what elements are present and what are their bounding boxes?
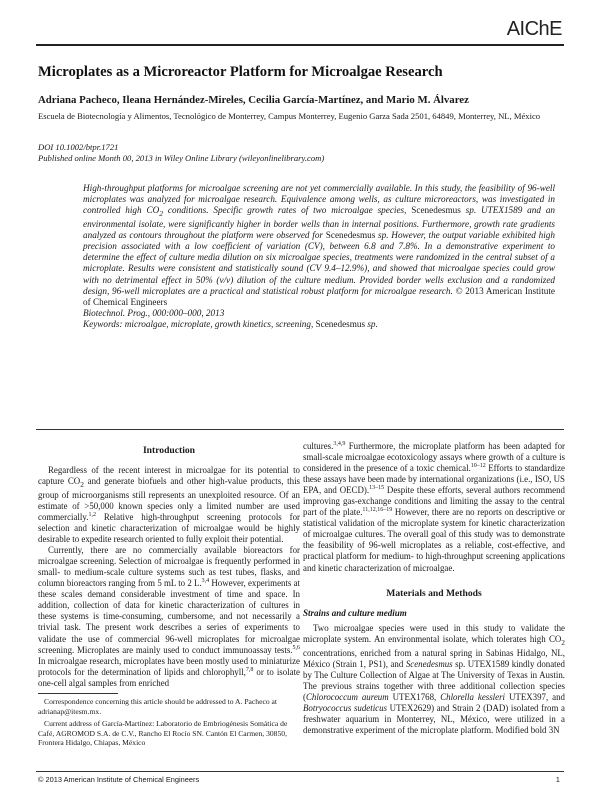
right-column xyxy=(303,441,565,736)
address-footnote: Current address of García-Martínez: Laboratorio de Embriogénesis Somática de Café, AGROMOD S.A. de C.V., Rancho El Rocío SN. Cantón El Carmen, 30850, Frontera Hidalgo, Chiapas, México xyxy=(38,719,288,748)
methods-paragraph-1: Two microalgae species were used in this study to validate the microplate system. An environmental isolate, which tolerates high $CO_2$ concentrations, enriched from a natural spring in Sabinas Hidalgo, NL, México (Strain 1, PS1), and Scenedesmus sp. UTEX1589 kindly donated by The Culture Collection of Algae at The University of Texas in Austin. The previous strains together with three additional collection species (Chlorococcum aureum UTEX1768, Chlorella kessleri UTEX397, and Botryococcus sudeticus UTEX2629) and Strain 2 (DAD) isolated from a freshwater aquarium in Monterrey, NL, México, were utilized in a demonstrative experiment of the microplate platform. Modified bold 3N xyxy=(303,622,565,735)
footnotes xyxy=(38,697,300,751)
intro-paragraph-3: cultures.$^{3,4,9}$ Furthermore, the microplate platform has been adapted for small-scale microalgae ecotoxicology assays where growth of a culture is considered in the presence of a toxic chemical.$^{10-12}$ Efforts to standardize these assays have been made by international organizations (i.e., ISO, US EPA, and OECD).$^{13-15}$ Despite these efforts, several authors recommend improving gas-exchange conditions and limiting the assay to the central part of the plate.$^{11,12,16-19}$ However, there are no reports on descriptive or statistical validation of the microplate system for kinetic characterization of microalgae cultures. The overall goal of this study was to demonstrate the feasibility of 96-well microplates as a reliable, cost-effective, and practical platform for medium- to high-throughput screening applications and kinetic characterization of microalgae. xyxy=(303,441,566,573)
intro-paragraph-2: Currently, there are no commercially available bioreactors for microalgae screening. Selection of microalgae is frequently performed in small- to medium-scale culture systems such as test tubes, flasks, and column bioreactors ranging from 5 mL to 2 L.$^{3,4}$ However, experiments at these scales demand considerable investment of time and space. In addition, collection of data for kinetic characterization of cultures in these systems is time-consuming, cumbersome, and not necessarily a trivial task. The present work describes a series of experiments to validate the use of commercial 96-well microplates for microalgae screening. Microplates are mainly used to conduct immunoassay tests.$^{5,6}$ In microalgae research, microplates have been mostly used to miniaturize protocols for the determination of lipids and chlorophyll,$^{7,8}$ or to isolate one-cell algal samples from enriched xyxy=(38,545,300,688)
footnote-rule xyxy=(38,693,118,694)
abstract-text: High-throughput platforms for microalgae screening are not yet commercially available. In this study, the feasibility of 96-well microplates was analyzed for microalgae research. Equivalence among wells, as culture microreactors, was investigated in controlled high $CO_2$ conditions. Specific growth rates of two microalgae species, Scenedesmus sp. UTEX1589 and an environmental isolate, were significantly higher in border wells than in internal positions. Furthermore, growth rate gradients analyzed as contours throughout the platform were observed for Scenedesmus sp. However, the output variable exhibited high precision associated with a low coefficient of variation (CV), between 6.8 and 7.8%. In a demonstrative experiment to determine the effect of culture media dilution on six microalgae species, treatments were randomized in the central subset of a microplate. Results were consistent and statistically sound (CV 9.4–12.9%), and showed that microalgae species could grow with no detrimental effect in 50% (v/v) dilution of the culture medium. Provided border wells exclusion and a randomized design, 96-well microplates are a practical and statistical robust platform for microalgae research. © 2013 American Institute of Chemical Engineers xyxy=(83,183,556,307)
article-title: Microplates as a Microreactor Platform for Microalgae Research xyxy=(38,64,443,80)
author-list: Adriana Pacheco, Ileana Hernández-Mireles, Cecilia García-Martínez, and Mario M. Álvarez xyxy=(38,94,469,106)
introduction-heading: Introduction xyxy=(142,445,196,456)
abstract xyxy=(83,183,555,330)
correspondence-footnote: Correspondence concerning this article should be addressed to A. Pacheco at adrianap@itesm.mx. xyxy=(38,697,278,716)
abstract-divider xyxy=(36,429,564,430)
methods-heading: Materials and Methods xyxy=(386,587,482,599)
doi-block xyxy=(38,142,568,163)
header-rule xyxy=(36,44,564,46)
keywords: Keywords: microalgae, microplate, growth kinetics, screening, Scenedesmus sp. xyxy=(83,318,378,329)
footer-copyright: © 2013 American Institute of Chemical Engineers xyxy=(38,775,200,784)
abstract-citation: Biotechnol. Prog., 000:000–000, 2013 xyxy=(83,307,225,318)
footer-rule xyxy=(36,771,564,772)
strains-subheading: Strains and culture medium xyxy=(303,607,407,618)
aiche-logo: AIChE xyxy=(506,18,562,40)
doi-link[interactable]: DOI 10.1002/btpr.1721 xyxy=(38,142,119,152)
page-number: 1 xyxy=(555,775,560,784)
publication-line: Published online Month 00, 2013 in Wiley Online Library (wileyonlinelibrary.com) xyxy=(38,152,325,163)
affiliation: Escuela de Biotecnología y Alimentos, Tecnológico de Monterrey, Campus Monterrey, Eugenio Garza Sada 2501, 64849, Monterrey, NL, México xyxy=(38,111,541,121)
left-column xyxy=(38,436,300,689)
abstract-copyright: © 2013 American Institute of Chemical Engineers xyxy=(83,285,555,307)
intro-paragraph-1: Regardless of the recent interest in microalgae for its potential to capture $CO_2$ and generate biofuels and other high-value products, this group of microorganisms still represents an unexploited resource. Of an estimate of >50,000 known species only a limited number are used commercially.$^{1,2}$ Relative high-throughput screening protocols for selection and kinetic characterization of microalgae would be highly desirable to expedite research oriented to fully exploit their potential. xyxy=(38,465,300,545)
